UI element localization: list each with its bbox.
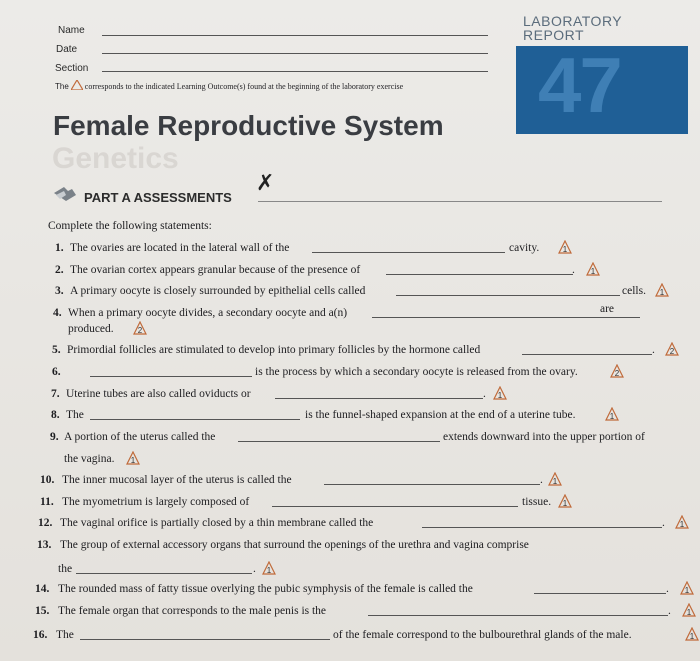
legend-prefix: The [55,82,69,91]
question-text-after-blank: . [662,517,665,529]
learning-outcome-icon [605,407,619,421]
answer-blank[interactable] [90,419,300,420]
learning-outcome-icon [665,342,679,356]
question-number: 1. [55,242,64,254]
question-number: 8. [51,409,60,421]
report-number: 47 [538,41,621,129]
question-text-after-blank: of the female correspond to the bulbourethral glands of the male. [333,629,632,641]
heading-rule [258,201,662,202]
svg-text:1: 1 [659,288,665,297]
report-number-box [516,41,688,134]
learning-outcome-icon [262,561,276,575]
question-number: 16. [33,629,48,641]
question-text-after-blank: . [572,264,575,276]
question-text: The group of external accessory organs that surround the openings of the urethra and vagina comprise [60,539,529,551]
question-number: 15. [35,605,50,617]
question-text-after-blank: . [483,388,486,400]
question-text: The ovaries are located in the lateral wall of the [70,242,290,254]
answer-blank[interactable] [422,527,662,528]
svg-text:1: 1 [684,586,690,595]
question-number: 10. [40,474,55,486]
svg-text:1: 1 [562,499,568,508]
svg-text:1: 1 [679,520,685,529]
question-text-after-blank: cells. [622,285,646,297]
learning-outcome-icon [675,515,689,529]
puzzle-icon [52,183,80,205]
question-number: 13. [37,539,52,551]
question-text-after-blank: are [600,303,615,315]
learning-outcome-icon [71,80,83,90]
question-text: The vaginal orifice is partially closed by a thin membrane called the [60,517,374,529]
answer-blank[interactable] [368,615,668,616]
svg-text:1: 1 [609,412,615,421]
question-text-after-blank: . [253,563,256,575]
svg-text:1: 1 [562,245,568,254]
question-text-after-blank: . [652,344,655,356]
answer-blank[interactable] [76,573,252,574]
question-text-after-blank: extends downward into the upper portion of [443,431,645,443]
svg-text:1: 1 [689,632,695,641]
question-text: The rounded mass of fatty tissue overlying the pubic symphysis of the female is called the [58,583,473,595]
legend-text: corresponds to the indicated Learning Outcome(s) found at the beginning of the laboratory exercise [84,82,404,91]
svg-text:2: 2 [137,326,143,335]
question-number: 4. [53,307,62,319]
svg-text:1: 1 [552,477,558,486]
question-text-after-blank: tissue. [522,496,552,508]
learning-outcome-icon [126,451,140,465]
learning-outcome-icon [680,581,694,595]
question-text-after-blank: . [668,605,671,617]
question-continuation: produced. [68,323,114,335]
question-text: The myometrium is largely composed of [62,496,250,508]
answer-blank[interactable] [238,441,440,442]
svg-text:1: 1 [590,267,596,276]
svg-text:1: 1 [130,456,136,465]
instructions: Complete the following statements: [48,220,212,232]
answer-blank[interactable] [372,317,640,318]
answer-blank[interactable] [80,639,330,640]
name-field[interactable] [102,35,488,36]
learning-outcome-icon [685,627,699,641]
svg-text:1: 1 [266,566,272,575]
learning-outcome-icon [586,262,600,276]
question-number: 9. [50,431,59,443]
date-label: Date [56,44,78,55]
answer-blank[interactable] [534,593,666,594]
answer-blank[interactable] [522,354,652,355]
handwritten-star-mark: ✗ [256,170,275,195]
question-number: 12. [38,517,53,529]
question-text: Primordial follicles are stimulated to develop into primary follicles by the hormone called [67,344,481,356]
learning-outcome-icon [493,386,507,400]
svg-text:1: 1 [497,391,503,400]
question-number: 7. [51,388,60,400]
question-number: 3. [55,285,64,297]
answer-blank[interactable] [272,506,518,507]
question-number: 5. [52,344,61,356]
question-text: The inner mucosal layer of the uterus is called the [62,474,292,486]
answer-blank[interactable] [90,376,252,377]
svg-text:2: 2 [669,347,675,356]
question-text: The ovarian cortex appears granular because of the presence of [70,264,361,276]
question-number: 11. [40,496,54,508]
question-text: The [66,409,84,421]
question-text-after-blank: is the process by which a secondary oocyte is released from the ovary. [255,366,578,378]
learning-outcome-icon [558,494,572,508]
learning-outcome-icon [610,364,624,378]
question-text: The [56,629,74,641]
lab-report-line1: LABORATORY [523,13,623,29]
question-text: A primary oocyte is closely surrounded by epithelial cells called [70,285,366,297]
question-text-after-blank: . [666,583,669,595]
lab-report-line2: REPORT [523,27,585,43]
question-text: Uterine tubes are also called oviducts or [66,388,251,400]
answer-blank[interactable] [386,274,573,275]
question-continuation: the vagina. [64,453,115,465]
learning-outcome-icon [133,321,147,335]
learning-outcome-icon [558,240,572,254]
section-field[interactable] [102,71,488,72]
faded-genetics-text: Genetics [52,142,179,175]
question-number: 6. [52,366,61,378]
learning-outcome-icon [548,472,562,486]
section-label: Section [55,63,89,74]
svg-text:2: 2 [614,369,620,378]
page-title: Female Reproductive System [53,110,444,141]
lab-report-label [523,14,622,42]
question-text-after-blank: . [540,474,543,486]
answer-blank[interactable] [396,295,620,296]
question-number: 14. [35,583,50,595]
question-text: The female organ that corresponds to the male penis is the [58,605,327,617]
svg-text:1: 1 [686,608,692,617]
answer-blank[interactable] [324,484,540,485]
answer-blank[interactable] [312,252,505,253]
learning-outcome-icon [655,283,669,297]
name-label: Name [58,25,85,36]
question-number: 2. [55,264,64,276]
question-text: A portion of the uterus called the [64,431,216,443]
learning-outcome-icon [682,603,696,617]
question-text-after-blank: is the funnel-shaped expansion at the end of a uterine tube. [305,409,576,421]
question-text: When a primary oocyte divides, a secondary oocyte and a(n) [68,307,348,319]
question-text-after-blank: cavity. [509,242,540,254]
answer-blank[interactable] [275,398,483,399]
date-field[interactable] [102,53,488,54]
question-continuation: the [58,563,73,575]
part-a-heading: PART A ASSESSMENTS [84,190,232,205]
legend-line [55,80,403,91]
